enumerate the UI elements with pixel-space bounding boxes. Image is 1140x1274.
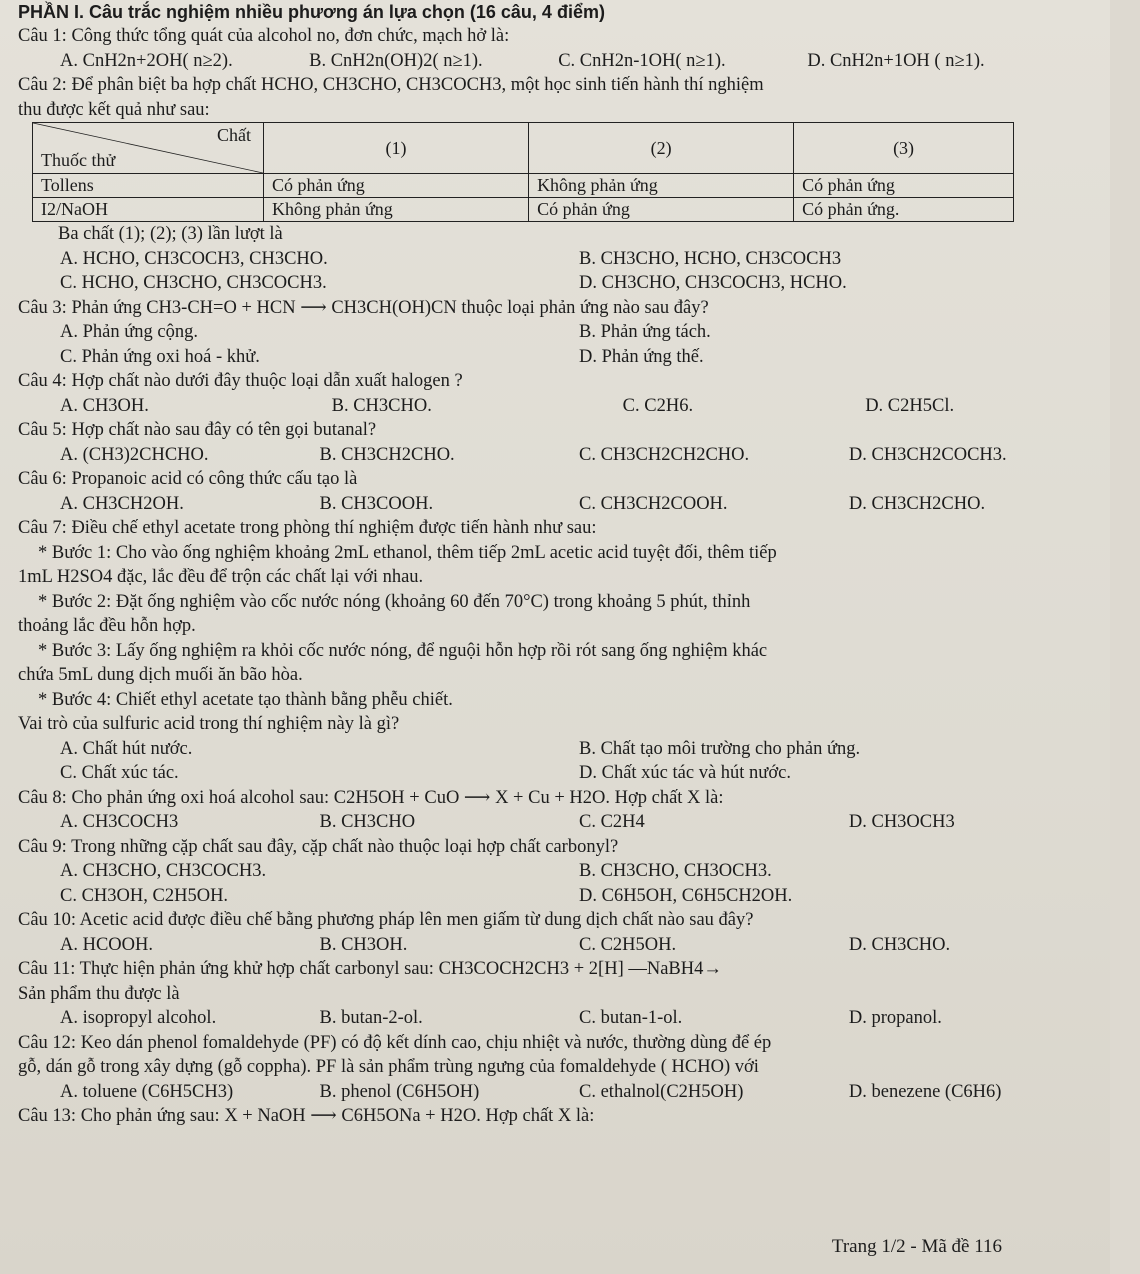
q6-option-d[interactable]: D. CH3CH2CHO. [848,493,986,514]
q4-option-b[interactable]: B. CH3CHO. [331,395,432,416]
q11-options [18,1006,1098,1031]
q5-option-b[interactable]: B. CH3CH2CHO. [319,444,455,465]
q11-option-b[interactable]: B. butan-2-ol. [319,1008,423,1028]
table-cell: Không phản ứng [264,198,529,222]
q8-option-c[interactable]: C. C2H4 [579,812,645,832]
q10-options [18,933,1098,958]
q9-options-row2 [18,884,1098,909]
q7-option-c[interactable]: C. Chất xúc tác. [60,763,179,783]
q4-options [18,394,1098,419]
q3-option-a[interactable]: A. Phản ứng cộng. [60,322,198,342]
q6-options [18,492,1098,517]
q2-option-d[interactable]: D. CH3CHO, CH3COCH3, HCHO. [579,273,847,293]
q7-option-b[interactable]: B. Chất tạo môi trường cho phản ứng. [579,738,861,759]
q7-step-3-cont: chứa 5mL dung dịch muối ăn bão hòa. [18,665,303,685]
q9-option-c[interactable]: C. CH3OH, C2H5OH. [60,885,229,906]
corner-bottom-label: Thuốc thử [41,150,116,170]
q5-option-a[interactable]: A. (CH3)2CHCHO. [60,444,209,465]
q2-options-row2 [18,271,1098,296]
q7-options-row1 [18,737,1098,762]
table-row [33,198,1014,222]
q5-options [18,443,1098,468]
question-5: Câu 5: Hợp chất nào sau đây có tên gọi butanal? [18,420,377,440]
q11-option-c[interactable]: C. butan-1-ol. [579,1008,683,1028]
question-2-cont: thu được kết quả như sau: [18,99,210,120]
q1-options [18,49,1098,74]
q8-option-a[interactable]: A. CH3COCH3 [60,812,179,832]
q4-option-a[interactable]: A. CH3OH. [60,395,149,416]
question-8: Câu 8: Cho phản ứng oxi hoá alcohol sau: C2H5OH + CuO ⟶ X + Cu + H2O. Hợp chất X là: [18,787,724,808]
question-11-cont: Sản phẩm thu được là [18,983,180,1004]
q5-option-c[interactable]: C. CH3CH2CH2CHO. [579,444,750,465]
q8-option-d[interactable]: D. CH3OCH3 [848,812,955,832]
question-2-ask: Ba chất (1); (2); (3) lần lượt là [58,224,283,244]
q6-option-c[interactable]: C. CH3CH2COOH. [579,493,728,514]
q7-ask: Vai trò của sulfuric acid trong thí nghiệm này là gì? [18,714,400,734]
question-12: Câu 12: Keo dán phenol fomaldehyde (PF) có độ kết dính cao, chịu nhiệt và nước, thường dùng để ép [18,1032,772,1053]
table-cell: Có phản ứng [264,174,529,198]
q10-option-b[interactable]: B. CH3OH. [319,934,408,955]
question-1: Câu 1: Công thức tổng quát của alcohol no, đơn chức, mạch hở là: [18,26,510,46]
question-6: Câu 6: Propanoic acid có công thức cấu tạo là [18,469,358,489]
experiment-table [32,122,1014,222]
q9-options-row1 [18,859,1098,884]
question-7: Câu 7: Điều chế ethyl acetate trong phòng thí nghiệm được tiến hành như sau: [18,518,597,538]
corner-top-label: Chất [217,125,251,145]
q9-option-b[interactable]: B. CH3CHO, CH3OCH3. [579,861,772,881]
question-2: Câu 2: Để phân biệt ba hợp chất HCHO, CH3CHO, CH3COCH3, một học sinh tiến hành thí nghiệm [18,75,764,95]
question-3: Câu 3: Phản ứng CH3-CH=O + HCN ⟶ CH3CH(OH)CN thuộc loại phản ứng nào sau đây? [18,297,709,318]
q1-option-d[interactable]: D. CnH2n+1OH ( n≥1). [807,50,985,71]
table-cell: Có phản ứng [794,174,1014,198]
section-title: PHẦN I. Câu trắc nghiệm nhiều phương án lựa chọn (16 câu, 4 điểm) [18,2,605,22]
q6-option-b[interactable]: B. CH3COOH. [319,493,434,514]
q2-option-b[interactable]: B. CH3CHO, HCHO, CH3COCH3 [579,248,842,269]
q4-option-d[interactable]: D. C2H5Cl. [865,395,955,416]
q7-step-1-cont: 1mL H2SO4 đặc, lắc đều để trộn các chất lại với nhau. [18,567,424,587]
q1-option-b[interactable]: B. CnH2n(OH)2( n≥1). [309,50,483,71]
q7-step-1: * Bước 1: Cho vào ống nghiệm khoảng 2mL ethanol, thêm tiếp 2mL acetic acid tuyệt đối, thêm tiếp [38,542,777,563]
q11-option-d[interactable]: D. propanol. [848,1008,942,1028]
q3-options-row2 [18,345,1098,370]
q8-option-b[interactable]: B. CH3CHO [319,812,416,832]
q12-options [18,1080,1098,1105]
table-cell: Không phản ứng [529,174,794,198]
q7-step-4: * Bước 4: Chiết ethyl acetate tạo thành bằng phễu chiết. [38,689,453,710]
q12-option-d[interactable]: D. benezene (C6H6) [848,1081,1002,1102]
q7-option-a[interactable]: A. Chất hút nước. [60,738,193,759]
q7-step-3: * Bước 3: Lấy ống nghiệm ra khỏi cốc nước nóng, để nguội hỗn hợp rồi rót sang ống nghiệm khác [38,640,768,661]
table-corner [33,123,264,174]
col-header-2: (2) [529,123,794,174]
q7-step-2: * Bước 2: Đặt ống nghiệm vào cốc nước nóng (khoảng 60 đến 70°C) trong khoảng 5 phút, thỉnh [38,591,751,612]
q3-option-d[interactable]: D. Phản ứng thế. [579,346,704,367]
q5-option-d[interactable]: D. CH3CH2COCH3. [848,444,1007,465]
question-12-cont: gỗ, dán gỗ trong xây dựng (gỗ coppha). PF là sản phẩm trùng ngưng của fomaldehyde ( HCHO) với [18,1057,759,1077]
q7-step-2-cont: thoảng lắc đều hỗn hợp. [18,616,196,636]
question-9: Câu 9: Trong những cặp chất sau đây, cặp chất nào thuộc loại hợp chất carbonyl? [18,836,619,857]
q2-options-row1 [18,247,1098,272]
q10-option-a[interactable]: A. HCOOH. [60,934,154,955]
question-13: Câu 13: Cho phản ứng sau: X + NaOH ⟶ C6H5ONa + H2O. Hợp chất X là: [18,1106,595,1126]
q12-option-a[interactable]: A. toluene (C6H5CH3) [60,1081,234,1102]
col-header-3: (3) [794,123,1014,174]
q9-option-a[interactable]: A. CH3CHO, CH3COCH3. [60,861,267,881]
q10-option-c[interactable]: C. C2H5OH. [579,934,677,955]
q7-options-row2 [18,761,1098,786]
table-cell: Có phản ứng. [794,198,1014,222]
q1-option-a[interactable]: A. CnH2n+2OH( n≥2). [60,50,233,71]
q1-option-c[interactable]: C. CnH2n-1OH( n≥1). [558,50,726,71]
q9-option-d[interactable]: D. C6H5OH, C6H5CH2OH. [579,885,793,906]
q2-option-c[interactable]: C. HCHO, CH3CHO, CH3COCH3. [60,273,327,293]
table-cell: Có phản ứng [529,198,794,222]
table-row [33,174,1014,198]
question-10: Câu 10: Acetic acid được điều chế bằng phương pháp lên men giấm từ dung dịch chất nào sau đây? [18,910,754,930]
q6-option-a[interactable]: A. CH3CH2OH. [60,493,184,514]
q12-option-c[interactable]: C. ethalnol(C2H5OH) [579,1081,744,1102]
q11-option-a[interactable]: A. isopropyl alcohol. [60,1008,217,1028]
q3-option-b[interactable]: B. Phản ứng tách. [579,322,711,342]
question-11: Câu 11: Thực hiện phản ứng khử hợp chất carbonyl sau: CH3COCH2CH3 + 2[H] —NaBH4→ [18,959,722,979]
q4-option-c[interactable]: C. C2H6. [622,395,694,416]
q10-option-d[interactable]: D. CH3CHO. [848,934,951,955]
q3-options-row1 [18,320,1098,345]
row-label: Tollens [33,174,264,198]
row-label: I2/NaOH [33,198,264,222]
col-header-1: (1) [264,123,529,174]
page-footer: Trang 1/2 - Mã đề 116 [831,1236,1002,1257]
q12-option-b[interactable]: B. phenol (C6H5OH) [319,1081,480,1102]
q8-options [18,810,1098,835]
question-4: Câu 4: Hợp chất nào dưới đây thuộc loại dẫn xuất halogen ? [18,371,463,391]
q7-option-d[interactable]: D. Chất xúc tác và hút nước. [579,763,791,783]
q3-option-c[interactable]: C. Phản ứng oxi hoá - khử. [60,346,260,367]
q2-option-a[interactable]: A. HCHO, CH3COCH3, CH3CHO. [60,248,328,269]
